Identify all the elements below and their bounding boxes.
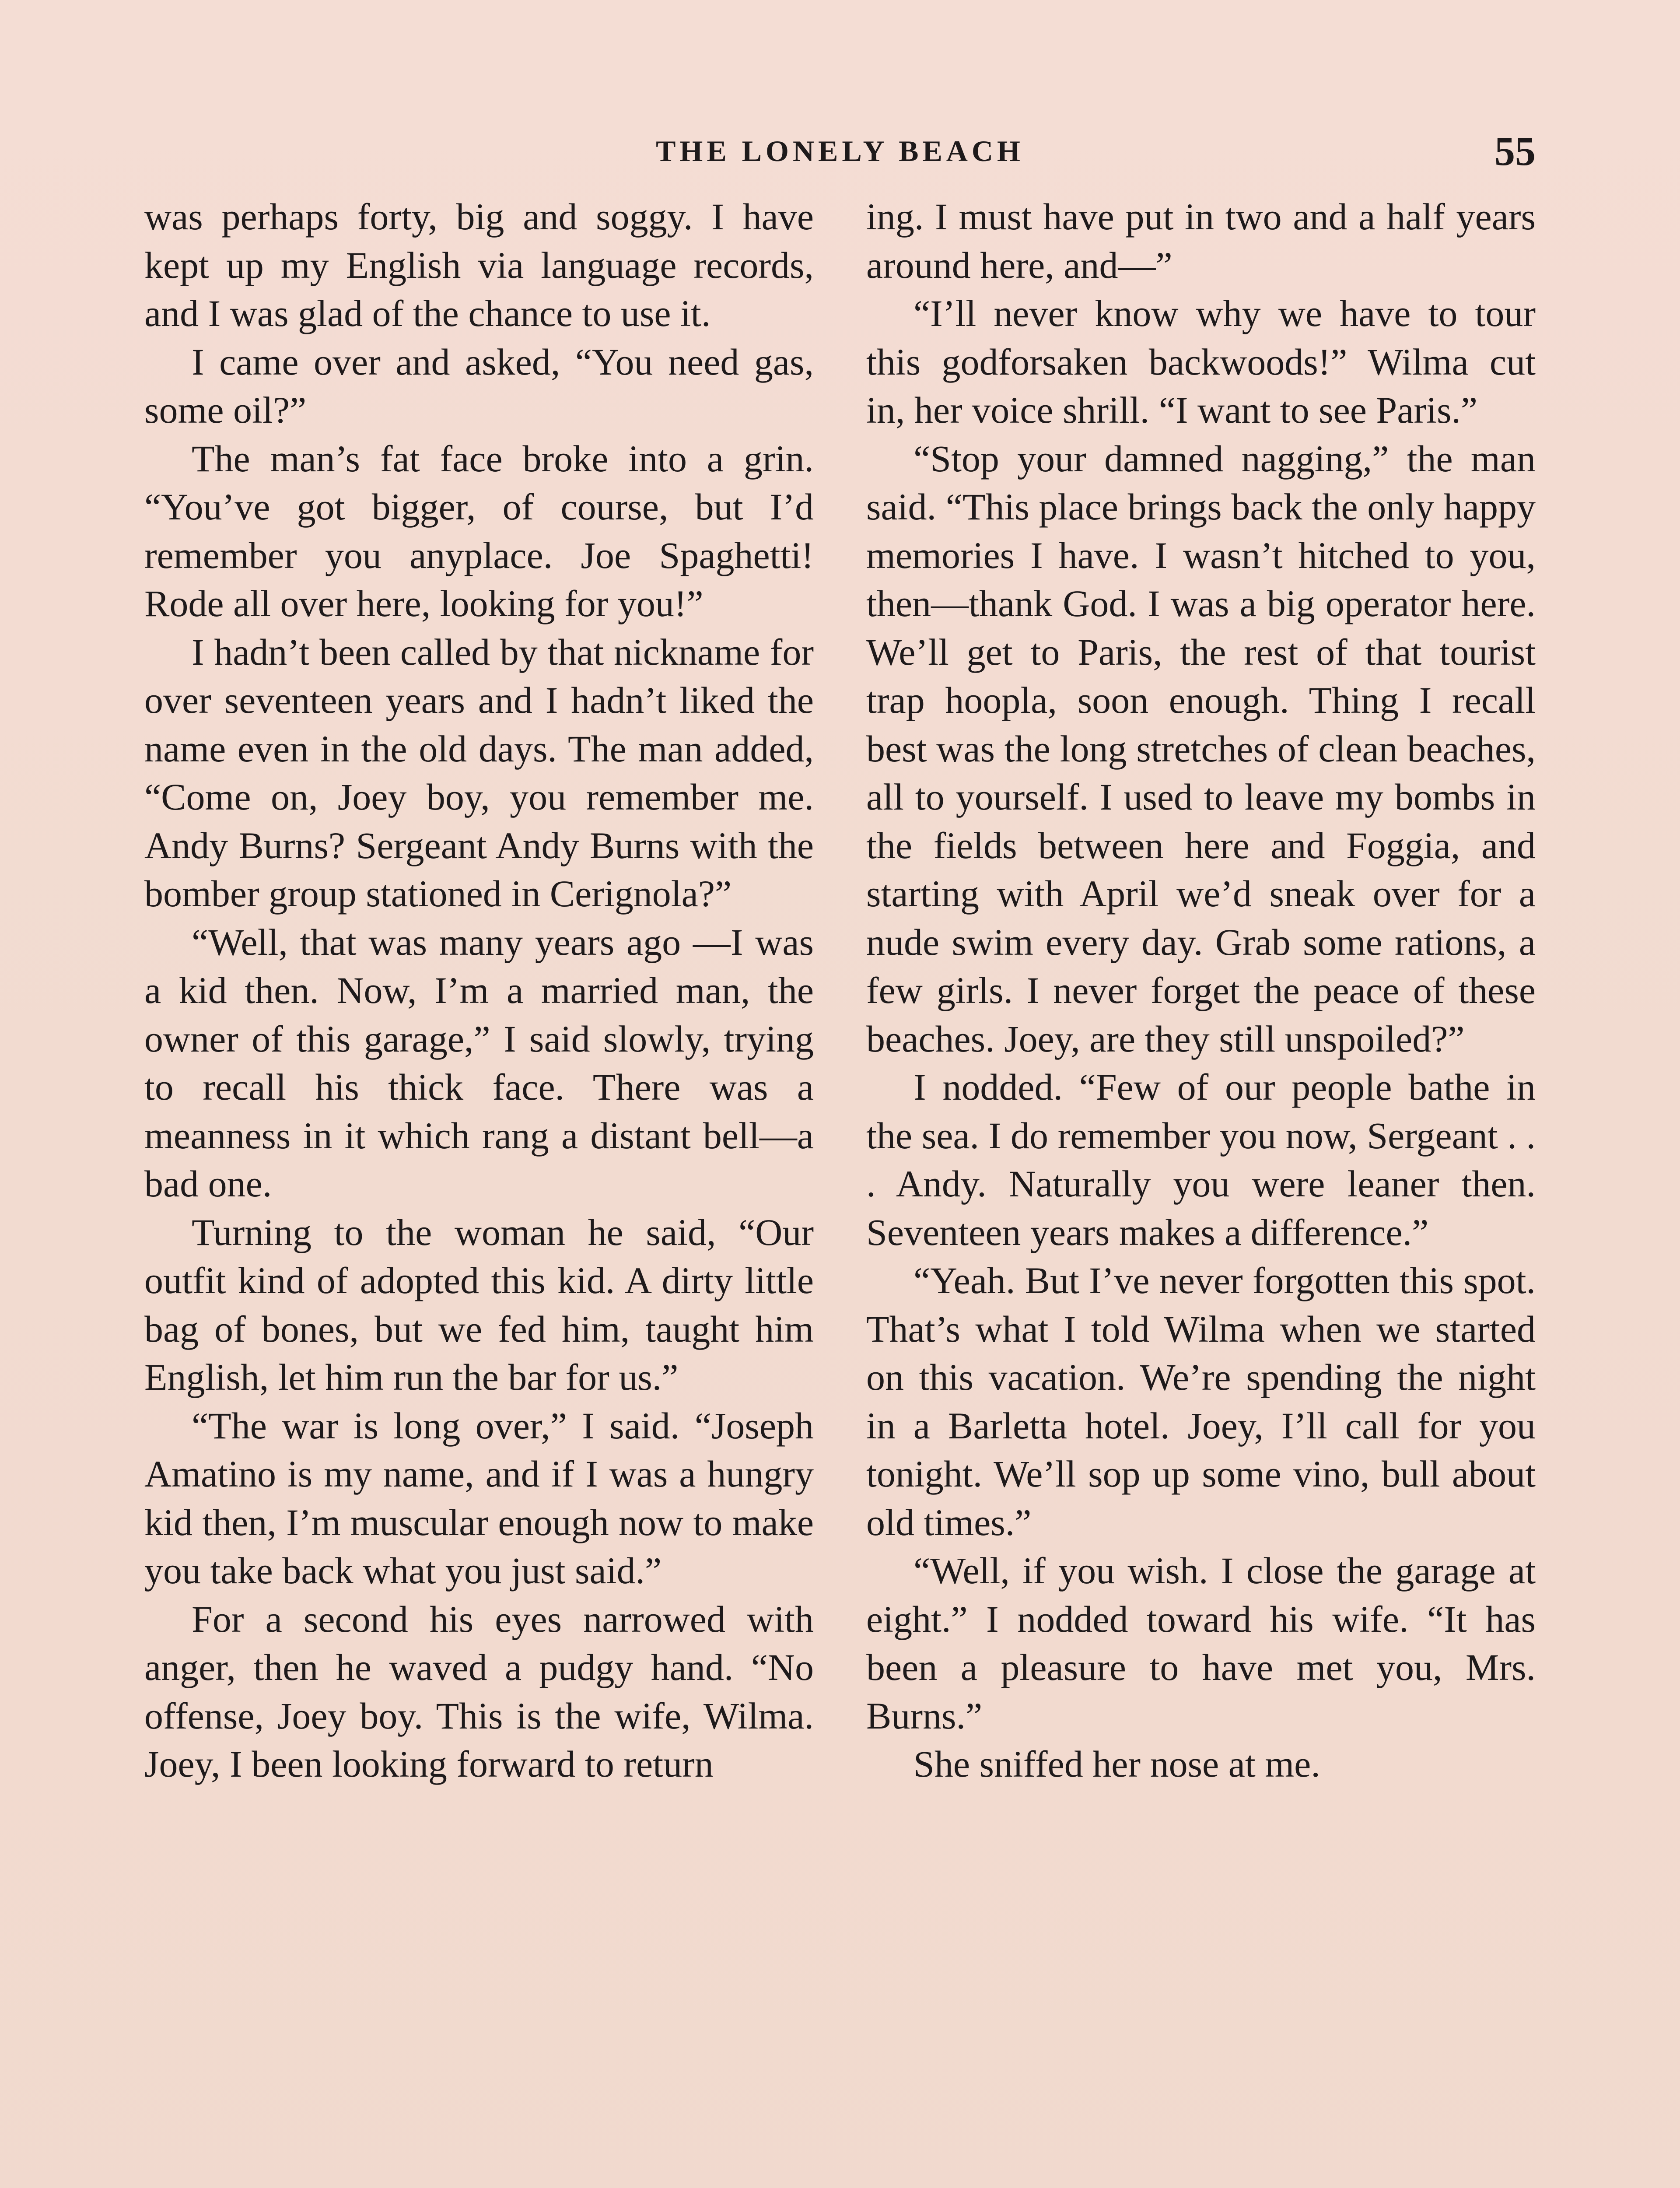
paragraph: The man’s fat face broke into a grin. “You’ve got bigger, of course, but I’d remember you anyplace. Joe Spaghetti! Rode all over here, looking for you!” — [144, 437, 814, 624]
paragraph: ing. I must have put in two and a half years around here, and—” — [866, 196, 1536, 286]
left-text-column — [144, 193, 814, 1788]
page-header — [144, 128, 1536, 180]
paragraph: I hadn’t been called by that nickname for over seventeen years and I hadn’t liked the name even in the old days. The man added, “Come on, Joey boy, you remember me. Andy Burns? Sergeant Andy Burns with the bomber group stationed in Cerignola?” — [144, 631, 814, 915]
paragraph: “Well, that was many years ago —I was a kid then. Now, I’m a married man, the owner of this garage,” I said slowly, trying to recall his thick face. There was a meanness in it which rang a distant bell—a bad one. — [144, 921, 814, 1205]
page-number: 55 — [1494, 129, 1536, 174]
paragraph: Turning to the woman he said, “Our outfit kind of adopted this kid. A dirty little bag of bones, but we fed him, taught him English, let him run the bar for us.” — [144, 1211, 814, 1398]
paragraph: “The war is long over,” I said. “Joseph Amatino is my name, and if I was a hungry kid then, I’m muscular enough now to make you take back what you just said.” — [144, 1404, 814, 1592]
paragraph: “Yeah. But I’ve never forgotten this spot. That’s what I told Wilma when we started on this vacation. We’re spending the night in a Barletta hotel. Joey, I’ll call for you tonight. We’ll sop up some vino, bull about old times.” — [866, 1259, 1536, 1543]
paragraph: was perhaps forty, big and soggy. I have kept up my English via language records, and I was glad of the chance to use it. — [144, 196, 814, 334]
paragraph: For a second his eyes narrowed with anger, then he waved a pudgy hand. “No offense, Joey boy. This is the wife, Wilma. Joey, I been looking forward to return — [144, 1598, 814, 1785]
paragraph: She sniffed her nose at me. — [914, 1743, 1320, 1785]
paragraph: I came over and asked, “You need gas, some oil?” — [144, 340, 814, 431]
running-title: THE LONELY BEACH — [656, 134, 1024, 168]
right-text-column — [866, 193, 1536, 1788]
paragraph: “Well, if you wish. I close the garage at eight.” I nodded toward his wife. “It has been a pleasure to have met you, Mrs. Burns.” — [866, 1550, 1536, 1737]
paragraph: I nodded. “Few of our people bathe in the sea. I do remember you now, Sergeant . . . Andy. Naturally you were leaner then. Seventeen years makes a difference.” — [866, 1066, 1536, 1253]
paragraph: “Stop your damned nagging,” the man said. “This place brings back the only happy memories I have. I wasn’t hitched to you, then—thank God. I was a big operator here. We’ll get to Paris, the rest of that tourist trap hoopla, soon enough. Thing I recall best was the long stretches of clean beaches, all to yourself. I used to leave my bombs in the fields between here and Foggia, and starting with April we’d sneak over for a nude swim every day. Grab some rations, a few girls. I never forget the peace of these beaches. Joey, are they still unspoiled?” — [866, 437, 1536, 1060]
paragraph: “I’ll never know why we have to tour this godforsaken backwoods!” Wilma cut in, her voice shrill. “I want to see Paris.” — [866, 292, 1536, 431]
